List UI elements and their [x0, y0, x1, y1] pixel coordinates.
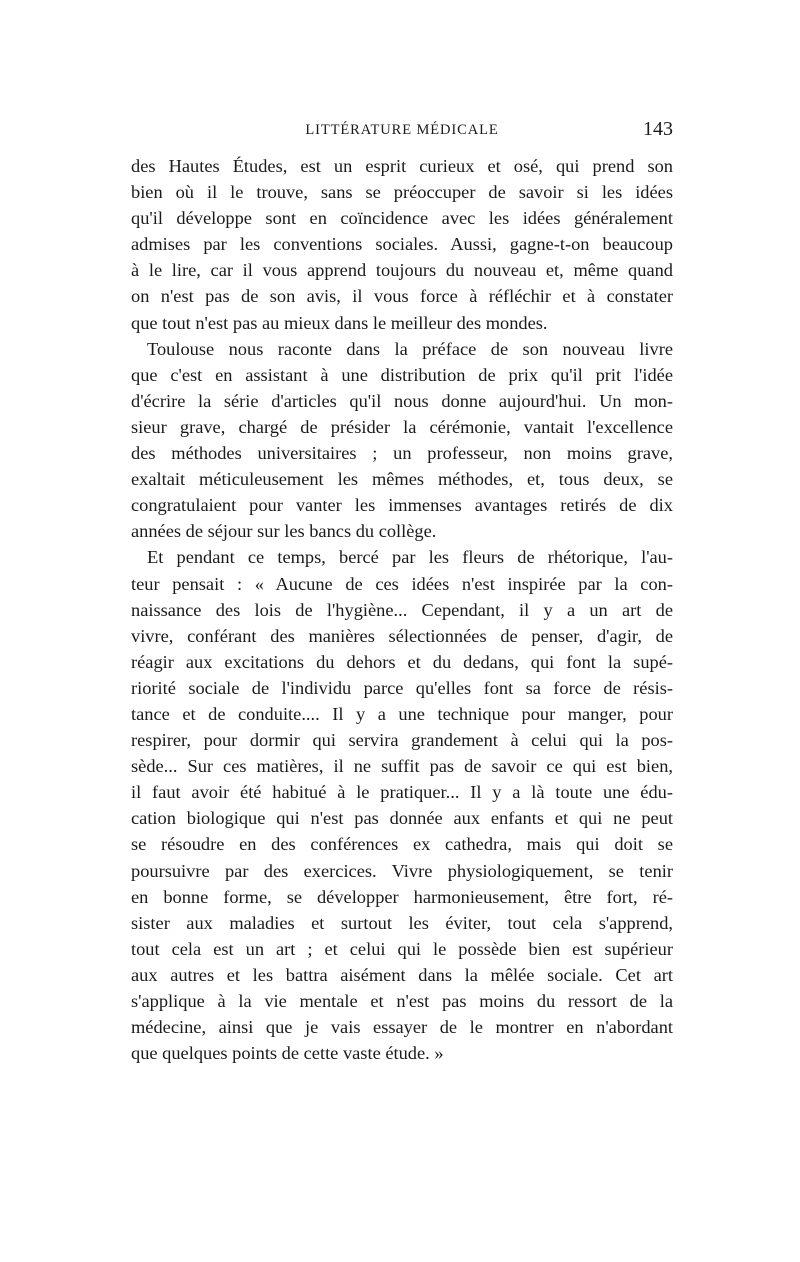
text-line: aux autres et les battra aisément dans la mêlée sociale. Cet art	[131, 964, 673, 985]
page-number: 143	[643, 118, 673, 140]
text-line: respirer, pour dormir qui servira grandement à celui qui la pos-	[131, 730, 673, 751]
text-line: admises par les conventions sociales. Aussi, gagne-t-on beaucoup	[131, 234, 673, 255]
text-line: des Hautes Études, est un esprit curieux et osé, qui prend son	[131, 156, 673, 176]
text-line: cation biologique qui n'est pas donnée aux enfants et qui ne peut	[131, 808, 673, 829]
text-line: s'applique à la vie mentale et n'est pas moins du ressort de la	[131, 991, 673, 1011]
text-line: exaltait méticuleusement les mêmes méthodes, et, tous deux, se	[131, 469, 673, 490]
text-line: tance et de conduite.... Il y a une technique pour manger, pour	[131, 703, 673, 724]
text-line: riorité sociale de l'individu parce qu'elles font sa force de résis-	[131, 677, 673, 698]
text-line: vivre, conférant des manières sélectionnées de penser, d'agir, de	[131, 625, 673, 646]
text-line: naissance des lois de l'hygiène... Cependant, il y a un art de	[131, 599, 673, 620]
text-line: en bonne forme, se développer harmonieusement, être fort, ré-	[131, 886, 673, 907]
text-line: sister aux maladies et surtout les éviter, tout cela s'apprend,	[131, 912, 673, 933]
text-line: que c'est en assistant à une distribution de prix qu'il prit l'idée	[131, 364, 673, 385]
text-line: qu'il développe sont en coïncidence avec les idées généralement	[131, 208, 673, 229]
text-line: réagir aux excitations du dehors et du dedans, qui font la supé-	[131, 651, 673, 672]
text-line: sède... Sur ces matières, il ne suffit pas de savoir ce qui est bien,	[131, 756, 673, 777]
text-line: teur pensait : « Aucune de ces idées n'est inspirée par la con-	[131, 573, 673, 594]
text-line: bien où il le trouve, sans se préoccuper de savoir si les idées	[131, 182, 673, 203]
body-text	[131, 153, 673, 1066]
text-line: d'écrire la série d'articles qu'il nous donne aujourd'hui. Un mon-	[131, 390, 673, 411]
text-line: Et pendant ce temps, bercé par les fleurs de rhétorique, l'au-	[147, 547, 673, 568]
running-head	[131, 120, 673, 142]
text-line: poursuivre par des exercices. Vivre physiologiquement, se tenir	[131, 860, 673, 881]
text-line: que quelques points de cette vaste étude. »	[131, 1043, 444, 1064]
text-line: il faut avoir été habitué à le pratiquer... Il y a là toute une édu-	[131, 782, 673, 803]
text-line: à le lire, car il vous apprend toujours du nouveau et, même quand	[131, 260, 673, 281]
text-line: tout cela est un art ; et celui qui le possède bien est supérieur	[131, 938, 673, 959]
text-line: Toulouse nous raconte dans la préface de son nouveau livre	[147, 338, 673, 359]
text-line: années de séjour sur les bancs du collège.	[131, 521, 437, 542]
running-title: LITTÉRATURE MÉDICALE	[305, 122, 499, 138]
text-line: on n'est pas de son avis, il vous force à réfléchir et à constater	[131, 286, 673, 307]
text-line: que tout n'est pas au mieux dans le meilleur des mondes.	[131, 312, 548, 333]
text-line: des méthodes universitaires ; un professeur, non moins grave,	[131, 443, 673, 464]
text-line: sieur grave, chargé de présider la cérémonie, vantait l'excellence	[131, 416, 673, 437]
text-line: congratulaient pour vanter les immenses avantages retirés de dix	[131, 495, 673, 516]
text-line: se résoudre en des conférences ex cathedra, mais qui doit se	[131, 834, 673, 855]
text-line: médecine, ainsi que je vais essayer de le montrer en n'abordant	[131, 1017, 673, 1038]
